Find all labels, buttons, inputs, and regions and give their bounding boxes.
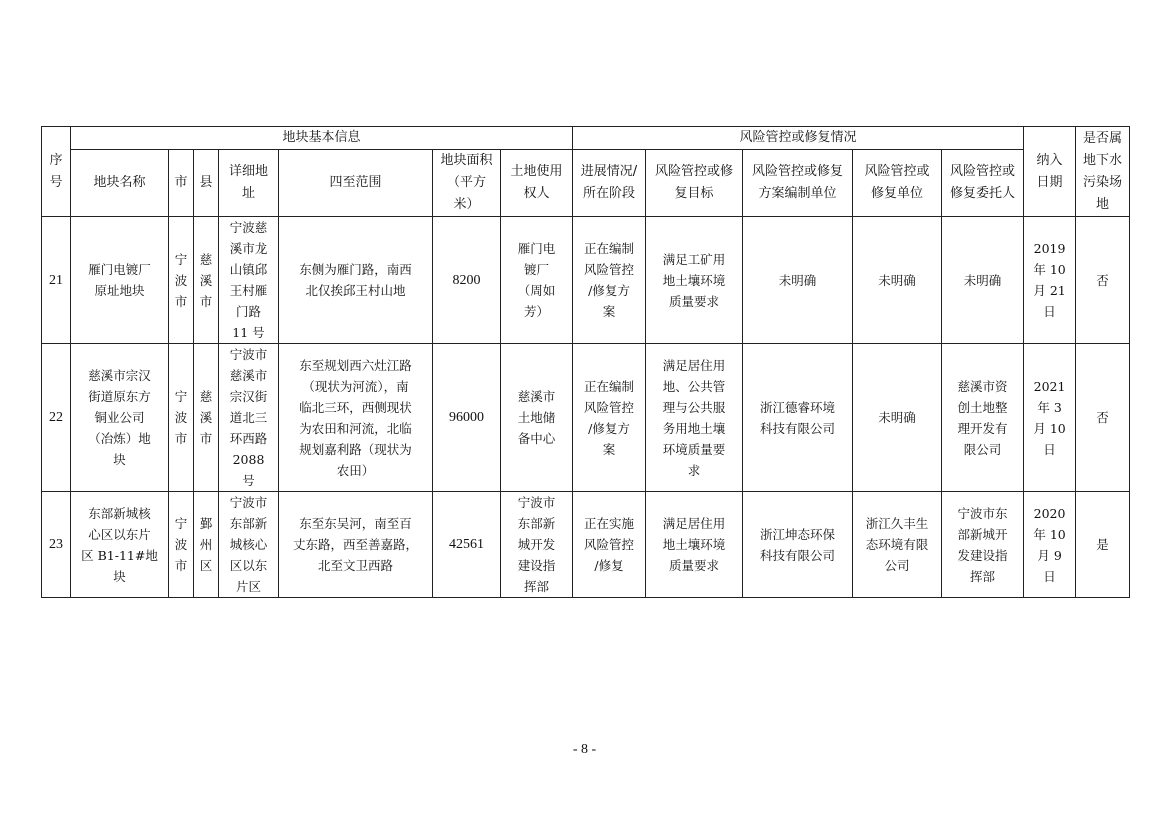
cell-address: 宁波市 慈溪市 宗汉街 道北三 环西路 2088 号 <box>219 344 279 492</box>
header-seq: 序 号 <box>42 127 71 217</box>
header-group-risk: 风险管控或修复情况 <box>573 127 1024 150</box>
cell-address: 宁波慈 溪市龙 山镇邱 王村雁 门路 11 号 <box>219 217 279 344</box>
cell-date: 2019 年 10 月 21 日 <box>1024 217 1076 344</box>
cell-bounds: 东至规划西六灶江路 （现状为河流），南 临北三环，西侧现状 为农田和河流，北临 规划嘉利路（现状为 农田） <box>279 344 433 492</box>
cell-name: 雁门电镀厂 原址地块 <box>71 217 169 344</box>
cell-city: 宁 波 市 <box>169 492 194 598</box>
cell-area: 8200 <box>433 217 501 344</box>
cell-planner: 浙江德睿环境 科技有限公司 <box>743 344 853 492</box>
cell-client: 宁波市东 部新城开 发建设指 挥部 <box>942 492 1024 598</box>
cell-city: 宁 波 市 <box>169 344 194 492</box>
cell-groundwater: 否 <box>1076 217 1130 344</box>
cell-address: 宁波市 东部新 城核心 区以东 片区 <box>219 492 279 598</box>
header-goal: 风险管控或修 复目标 <box>646 150 743 217</box>
header-row-groups <box>42 127 1130 150</box>
cell-city: 宁 波 市 <box>169 217 194 344</box>
cell-goal: 满足工矿用 地土壤环境 质量要求 <box>646 217 743 344</box>
table-row <box>42 344 1130 492</box>
cell-owner: 慈溪市 土地储 备中心 <box>501 344 573 492</box>
header-area: 地块面积 （平方 米） <box>433 150 501 217</box>
cell-name: 慈溪市宗汉 街道原东方 铜业公司 （冶炼）地 块 <box>71 344 169 492</box>
header-group-basic: 地块基本信息 <box>71 127 573 150</box>
cell-planner: 浙江坤态环保 科技有限公司 <box>743 492 853 598</box>
cell-remediator: 浙江久丰生 态环境有限 公司 <box>853 492 942 598</box>
cell-planner: 未明确 <box>743 217 853 344</box>
cell-progress: 正在编制 风险管控 /修复方 案 <box>573 217 646 344</box>
cell-county: 鄞 州 区 <box>194 492 219 598</box>
header-client: 风险管控或 修复委托人 <box>942 150 1024 217</box>
cell-date: 2021 年 3 月 10 日 <box>1024 344 1076 492</box>
cell-progress: 正在编制 风险管控 /修复方 案 <box>573 344 646 492</box>
header-remediator: 风险管控或 修复单位 <box>853 150 942 217</box>
cell-county: 慈 溪 市 <box>194 344 219 492</box>
cell-groundwater: 是 <box>1076 492 1130 598</box>
cell-remediator: 未明确 <box>853 344 942 492</box>
cell-name: 东部新城核 心区以东片 区 B1-11#地 块 <box>71 492 169 598</box>
table-row <box>42 492 1130 598</box>
cell-area: 42561 <box>433 492 501 598</box>
cell-bounds: 东侧为雁门路，南西 北仅挨邱王村山地 <box>279 217 433 344</box>
header-bounds: 四至范围 <box>279 150 433 217</box>
cell-seq: 23 <box>42 492 71 598</box>
cell-bounds: 东至东吴河，南至百 丈东路，西至善嘉路， 北至文卫西路 <box>279 492 433 598</box>
header-groundwater: 是否属 地下水 污染场 地 <box>1076 127 1130 217</box>
cell-county: 慈 溪 市 <box>194 217 219 344</box>
header-county: 县 <box>194 150 219 217</box>
page-number: - 8 - <box>572 742 597 757</box>
cell-date: 2020 年 10 月 9 日 <box>1024 492 1076 598</box>
header-planner: 风险管控或修复 方案编制单位 <box>743 150 853 217</box>
cell-remediator: 未明确 <box>853 217 942 344</box>
header-city: 市 <box>169 150 194 217</box>
cell-owner: 雁门电 镀厂 （周如 芳） <box>501 217 573 344</box>
cell-seq: 21 <box>42 217 71 344</box>
cell-groundwater: 否 <box>1076 344 1130 492</box>
cell-owner: 宁波市 东部新 城开发 建设指 挥部 <box>501 492 573 598</box>
contaminated-site-table <box>41 126 1130 598</box>
cell-client: 未明确 <box>942 217 1024 344</box>
header-address: 详细地 址 <box>219 150 279 217</box>
cell-seq: 22 <box>42 344 71 492</box>
cell-goal: 满足居住用 地土壤环境 质量要求 <box>646 492 743 598</box>
cell-goal: 满足居住用 地、公共管 理与公共服 务用地土壤 环境质量要 求 <box>646 344 743 492</box>
header-date: 纳入 日期 <box>1024 127 1076 217</box>
table-row <box>42 217 1130 344</box>
header-row-columns <box>42 150 1130 217</box>
header-name: 地块名称 <box>71 150 169 217</box>
cell-progress: 正在实施 风险管控 /修复 <box>573 492 646 598</box>
cell-client: 慈溪市资 创土地整 理开发有 限公司 <box>942 344 1024 492</box>
cell-area: 96000 <box>433 344 501 492</box>
header-owner: 土地使用 权人 <box>501 150 573 217</box>
header-progress: 进展情况/ 所在阶段 <box>573 150 646 217</box>
